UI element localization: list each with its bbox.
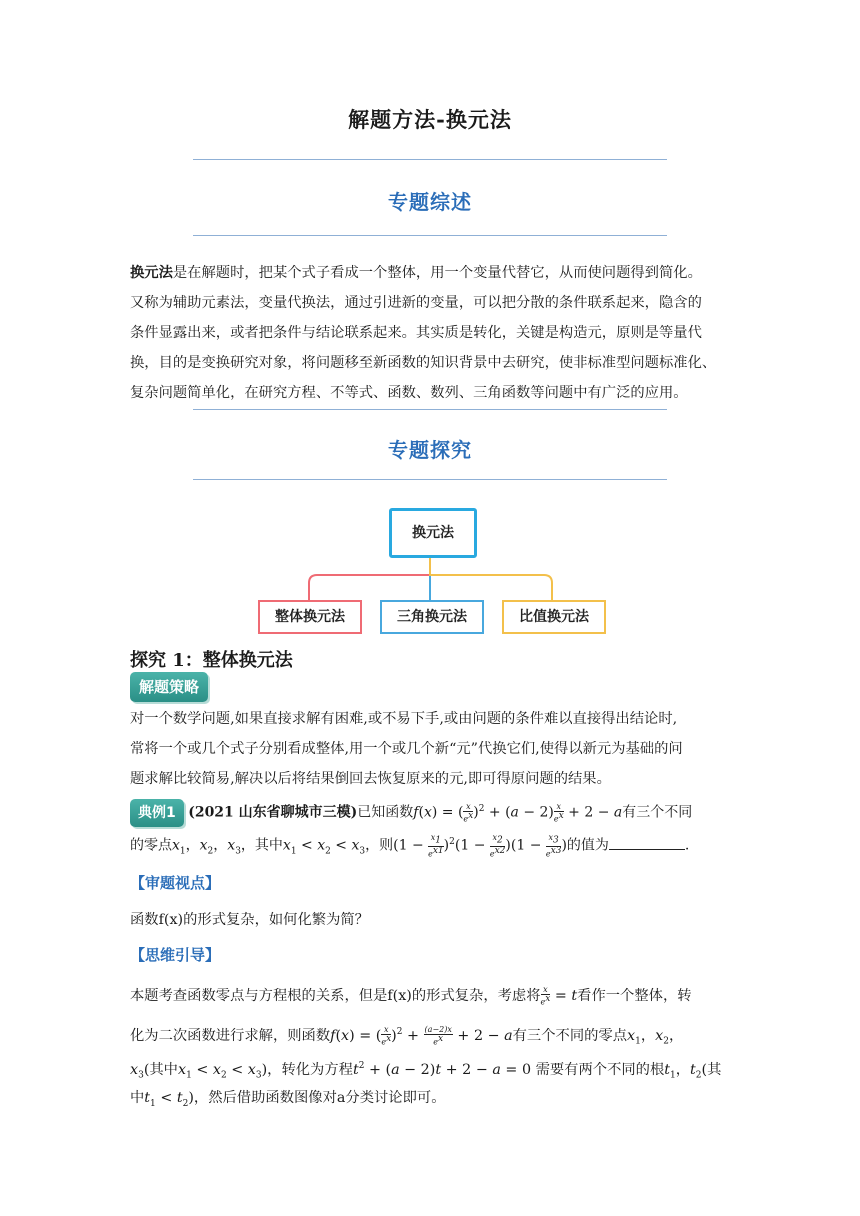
example-text: ，则 xyxy=(365,837,394,854)
overview-line: 又称为辅助元素法，变量代换法，通过引进新的变量，可以把分散的条件联系起来，隐含的 xyxy=(130,295,702,311)
diagram-node-whole: 整体换元法 xyxy=(258,600,362,634)
explore-heading: 探究 1：整体换元法 xyxy=(130,650,293,671)
guide-line-2: 化为二次函数进行求解，则函数f(x) = ( $\frac{x}{e^x}$ )$^2$ + $\frac{(a-2)x}{e^x}$ + 2 − a有三个不同的零点$x_1$，$x_2$， xyxy=(130,1024,684,1047)
example-source: (2021 山东省聊城市三模) xyxy=(188,804,358,821)
diagram-node-trig: 三角换元法 xyxy=(380,600,484,634)
overview-line: 条件显露出来，或者把条件与结论联系起来。其实质是转化，关键是构造元，原则是等量代 xyxy=(130,325,702,341)
answer-blank xyxy=(609,835,685,850)
strategy-line: 题求解比较简易,解决以后将结果倒回去恢复原来的元,即可得原问题的结果。 xyxy=(130,771,611,787)
guide-line-1: 本题考查函数零点与方程根的关系，但是f(x)的形式复杂，考虑将 $\frac{x}{e^x}$ = t看作一个整体，转 xyxy=(130,985,692,1007)
guide-line-3: $x_3$(其中$x_1 < x_2 < x_3$)，转化为方程$t^2 + (a - 2)t + 2 - a = 0$ 需要有两个不同的根$t_1$，$t_2$(其 xyxy=(130,1061,722,1081)
tag-review-viewpoint: 【审题视点】 xyxy=(130,874,221,892)
example-problem-line2: 的零点$x_1$，$x_2$，$x_3$，其中$x_1 < x_2 < x_3$，则(1 − $\frac{x_1}{e^{x1}}$ )$^2$(1 − $\frac{x_2}{e^{x2}}$ )(1 − $\frac{x_3}{e^{x3}}$ )的值为 . xyxy=(130,833,690,859)
strategy-badge: 解题策略 xyxy=(130,672,208,702)
diagram-node-ratio: 比值换元法 xyxy=(502,600,606,634)
example-text: 的零点 xyxy=(130,837,172,854)
guide-text: 化为二次函数进行求解，则函数 xyxy=(130,1027,331,1044)
review-viewpoint-text: 函数f(x)的形式复杂，如何化繁为简？ xyxy=(130,912,369,928)
section-heading-overview: 专题综述 xyxy=(388,190,472,214)
overview-lead-term: 换元法 xyxy=(130,265,173,281)
guide-text: 有三个不同的零点 xyxy=(512,1027,628,1044)
example-badge: 典例1 xyxy=(130,799,184,827)
connector-line xyxy=(309,556,430,600)
guide-text: ，然后借助函数图像对a分类讨论即可。 xyxy=(193,1090,446,1106)
guide-text: 本题考查函数零点与方程根的关系，但是f(x)的形式复杂，考虑将 xyxy=(130,988,541,1004)
example-text: 已知函数 xyxy=(357,804,414,821)
guide-text: ，转化为方程 xyxy=(267,1061,353,1078)
strategy-line: 常将一个或几个式子分别看成整体,用一个或几个新“元”代换它们,使得以新元为基础的问 xyxy=(130,741,683,757)
guide-text: 需要有两个不同的根 xyxy=(535,1061,665,1078)
diagram-root-node: 换元法 xyxy=(389,508,477,558)
strategy-paragraph xyxy=(130,704,730,794)
example-text: 的值为 xyxy=(566,837,609,854)
example-text: ，其中 xyxy=(240,837,283,854)
tag-thinking-guide: 【思维引导】 xyxy=(130,946,221,964)
example-problem: 典例1 (2021 山东省聊城市三模)已知函数f(x) = ( $\frac{x}{e^x}$ )$^2$ + (a − 2) $\frac{x}{e^x}$ + 2 − a有三个不同 xyxy=(130,795,750,827)
page-title: 解题方法-换元法 xyxy=(348,107,512,132)
overview-line: 是在解题时，把某个式子看成一个整体，用一个变量代替它，从而使问题得到简化。 xyxy=(172,265,702,281)
guide-text: 看作一个整体，转 xyxy=(577,988,692,1004)
guide-line-4: 中$t_1 < t_2$)，然后借助函数图像对a分类讨论即可。 xyxy=(130,1090,446,1109)
connector-line xyxy=(430,556,552,600)
overview-line: 复杂问题简单化，在研究方程、不等式、函数、数列、三角函数等问题中有广泛的应用。 xyxy=(130,385,688,401)
example-text: 有三个不同 xyxy=(622,804,693,821)
strategy-line: 对一个数学问题,如果直接求解有困难,或不易下手,或由问题的条件难以直接得出结论时, xyxy=(130,711,678,727)
section-heading-explore: 专题探究 xyxy=(388,438,472,462)
overview-line: 换，目的是变换研究对象，将问题移至新函数的知识背景中去研究，使非标准型问题标准化、 xyxy=(130,355,717,371)
